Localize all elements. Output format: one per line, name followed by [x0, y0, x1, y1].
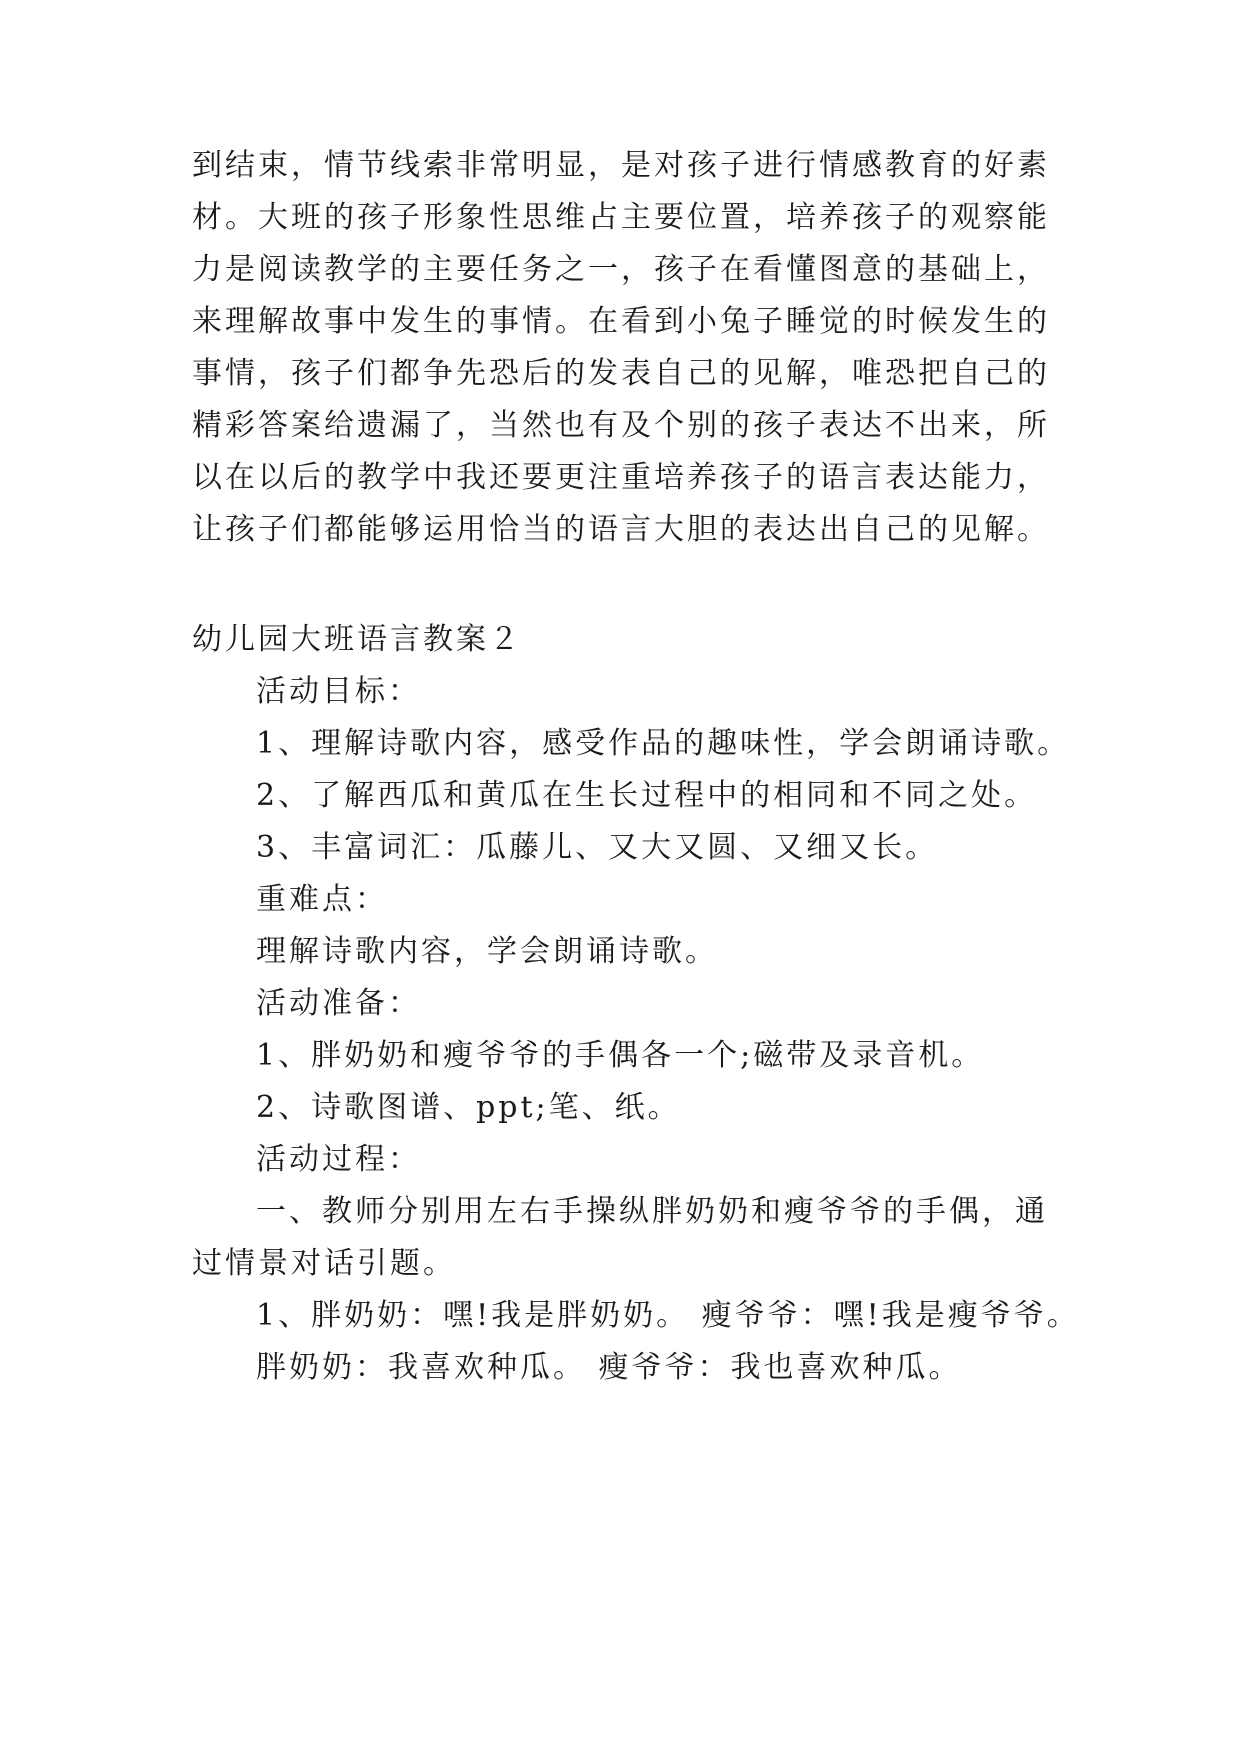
dialog-line: 胖奶奶：我喜欢种瓜。 瘦爷爷：我也喜欢种瓜。 — [256, 1350, 962, 1385]
goals-heading: 活动目标： — [256, 674, 421, 709]
goal-item: 2、了解西瓜和黄瓜在生长过程中的相同和不同之处。 — [256, 778, 1038, 813]
goal-item: 1、理解诗歌内容，感受作品的趣味性，学会朗诵诗歌。 — [256, 726, 1071, 761]
process-step1-line1: 一、教师分别用左右手操纵胖奶奶和瘦爷爷的手偶，通 — [256, 1194, 1048, 1229]
goal-item: 3、丰富词汇：瓜藤儿、又大又圆、又细又长。 — [256, 830, 939, 865]
intro-line: 来理解故事中发生的事情。在看到小兔子睡觉的时候发生的 — [192, 304, 1050, 339]
intro-line: 以在以后的教学中我还要更注重培养孩子的语言表达能力， — [192, 460, 1050, 495]
preparation-item: 2、诗歌图谱、ppt;笔、纸。 — [256, 1090, 681, 1125]
dialog-line: 1、胖奶奶：嘿!我是胖奶奶。 瘦爷爷：嘿!我是瘦爷爷。 — [256, 1298, 1080, 1333]
process-heading: 活动过程： — [256, 1142, 421, 1177]
intro-line: 事情，孩子们都争先恐后的发表自己的见解，唯恐把自己的 — [192, 356, 1050, 391]
preparation-heading: 活动准备： — [256, 986, 421, 1021]
intro-line: 精彩答案给遗漏了，当然也有及个别的孩子表达不出来，所 — [192, 408, 1050, 443]
intro-line: 让孩子们都能够运用恰当的语言大胆的表达出自己的见解。 — [192, 512, 1050, 547]
preparation-item: 1、胖奶奶和瘦爷爷的手偶各一个;磁带及录音机。 — [256, 1038, 985, 1073]
process-step1-line2: 过情景对话引题。 — [192, 1246, 456, 1281]
intro-line: 材。大班的孩子形象性思维占主要位置，培养孩子的观察能 — [192, 200, 1050, 235]
key-points-text: 理解诗歌内容，学会朗诵诗歌。 — [256, 934, 718, 969]
section-title: 幼儿园大班语言教案２ — [192, 622, 522, 657]
intro-line: 到结束，情节线索非常明显，是对孩子进行情感教育的好素 — [192, 148, 1050, 183]
key-points-heading: 重难点： — [256, 882, 388, 917]
intro-line: 力是阅读教学的主要任务之一，孩子在看懂图意的基础上， — [192, 252, 1050, 287]
